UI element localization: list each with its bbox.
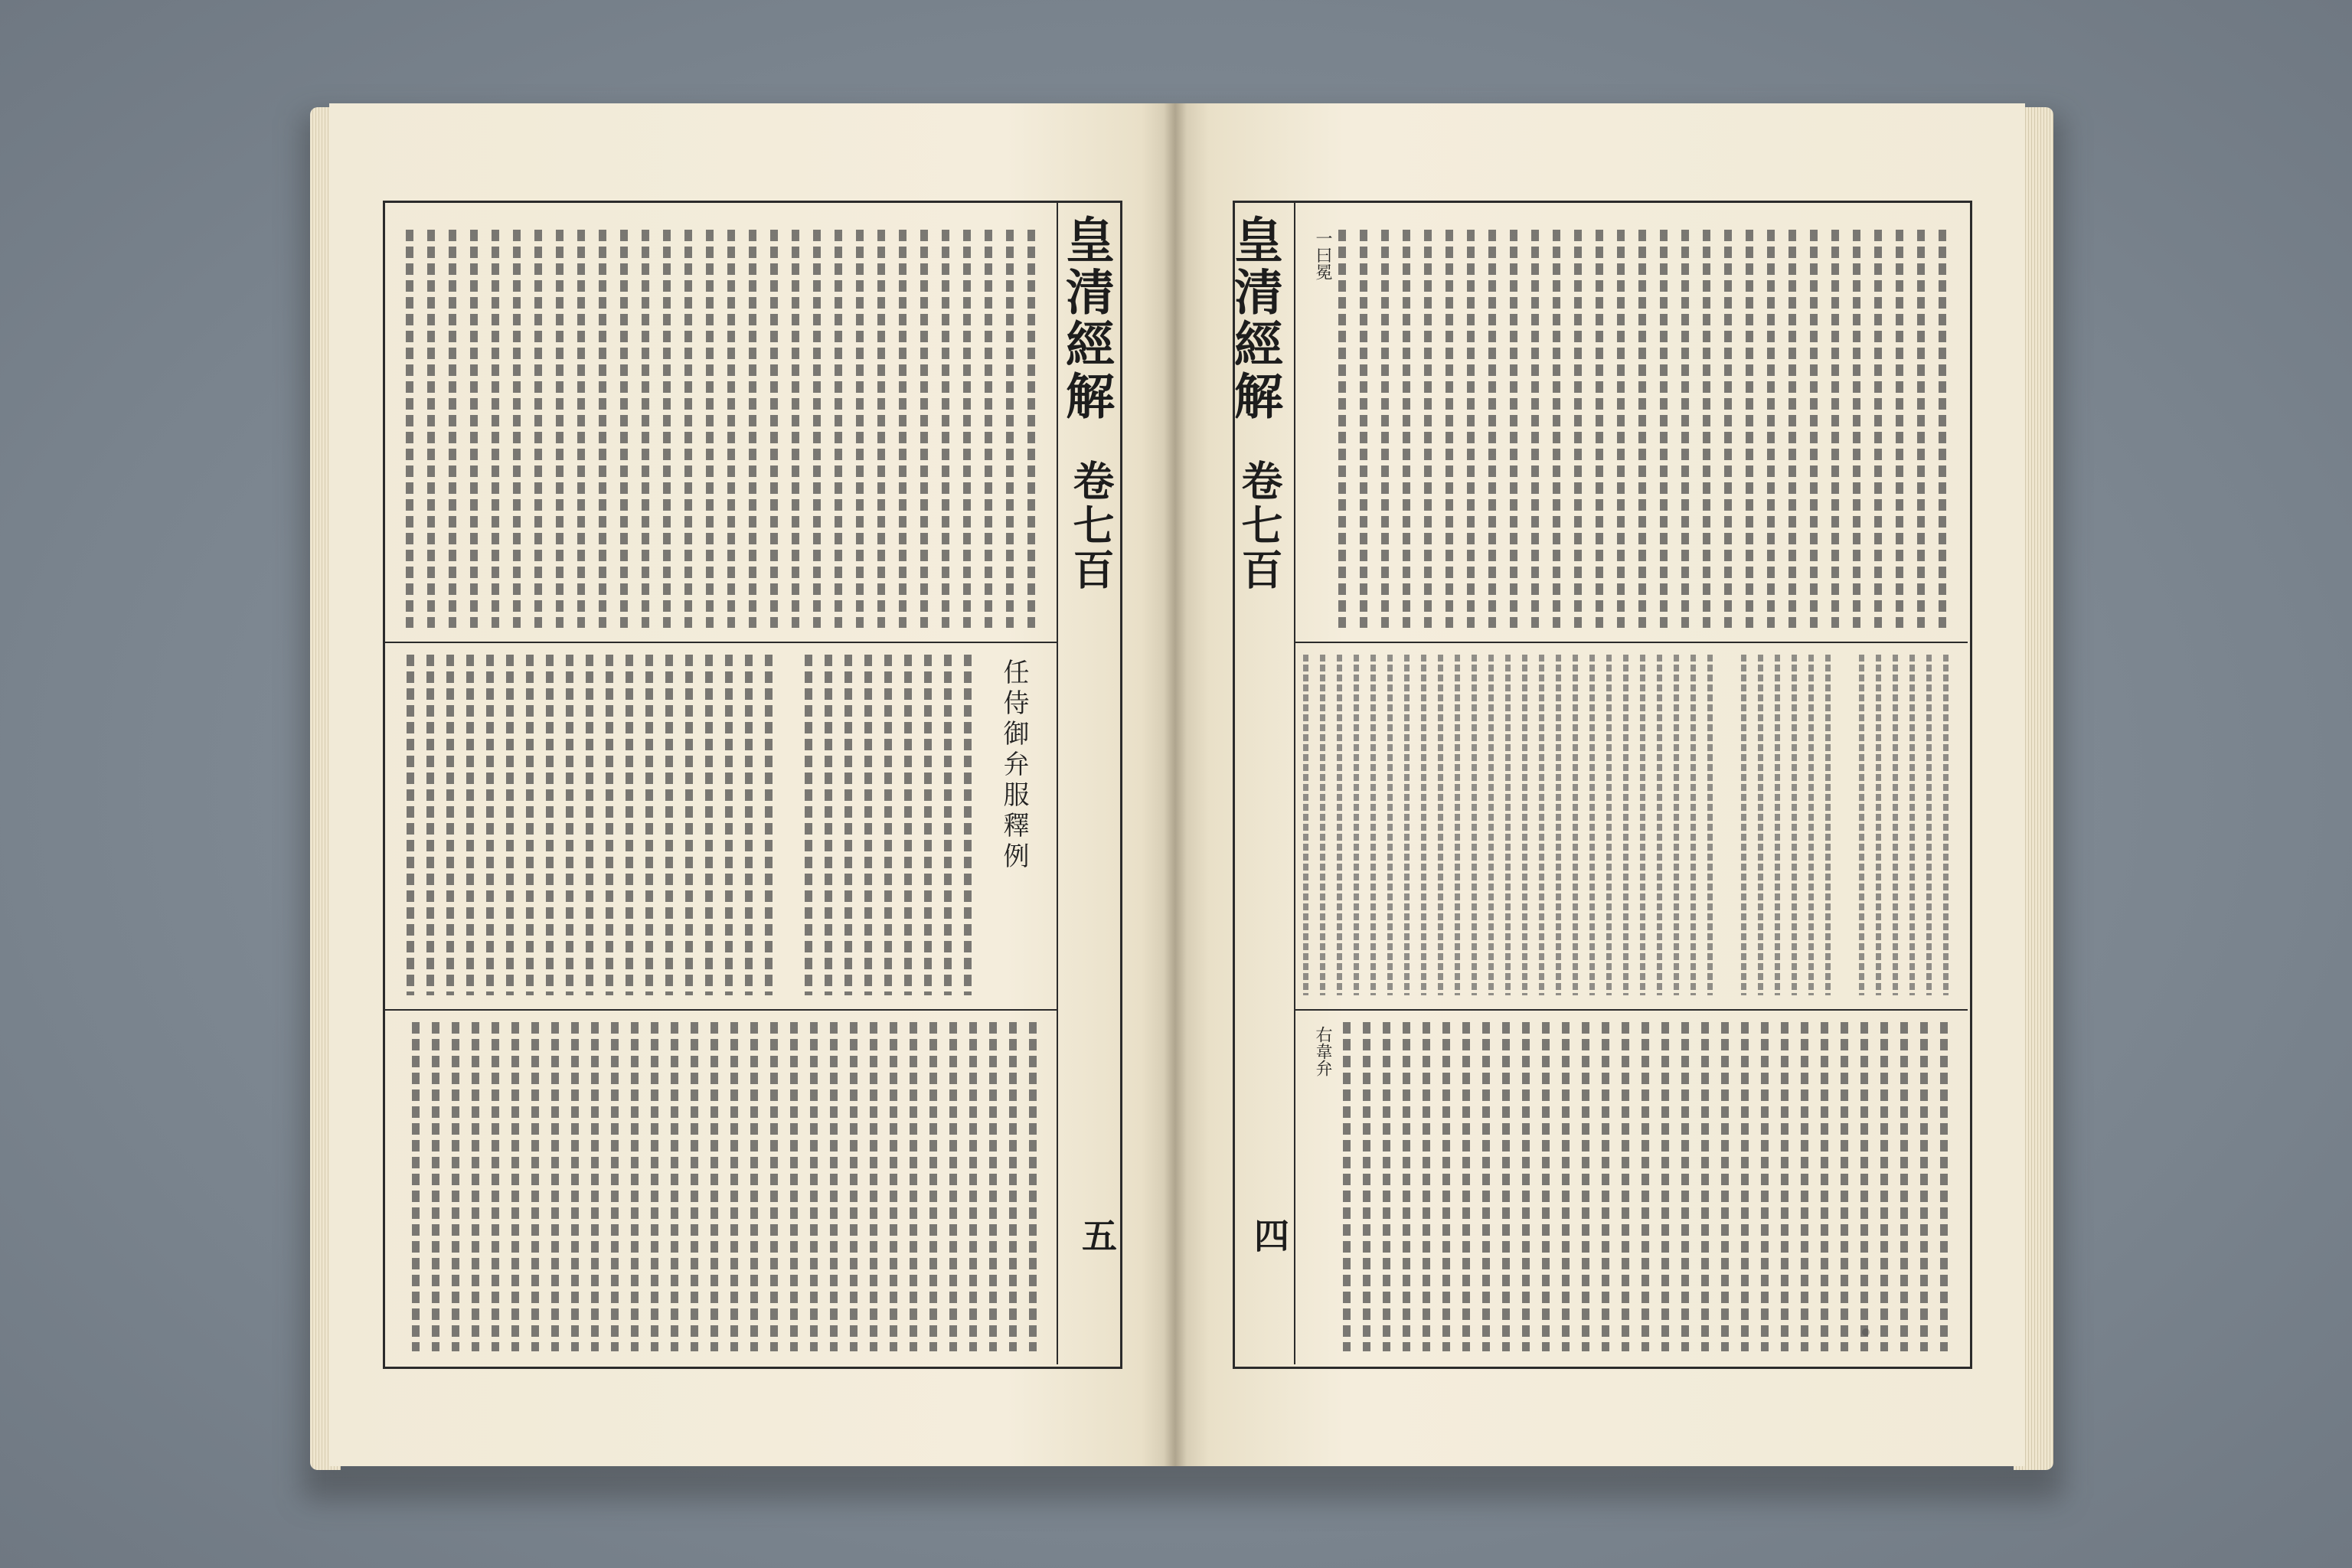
text-column [1522,655,1527,995]
text-column [1442,1022,1450,1351]
text-column [432,1022,439,1351]
text-column [705,655,713,995]
text-column [1926,655,1932,995]
text-column [944,655,952,995]
text-column [1606,655,1612,995]
text-column [1423,1022,1430,1351]
text-column [710,1022,718,1351]
left-page-divider-upper [383,642,1057,643]
text-column [942,230,949,628]
text-column [691,1022,698,1351]
text-column [910,1022,917,1351]
text-column [770,1022,778,1351]
text-column [1455,655,1460,995]
text-column [750,1022,758,1351]
text-column [556,230,564,628]
text-column [1821,1022,1828,1351]
text-column [472,1022,479,1351]
left-page-divider-lower [383,1009,1057,1011]
text-column [546,655,554,995]
text-column [1707,655,1713,995]
text-column [1582,1022,1589,1351]
text-column [1909,655,1915,995]
text-column [1690,655,1696,995]
text-column [427,230,435,628]
text-column [1320,655,1325,995]
text-column [531,1022,539,1351]
text-column [1758,655,1763,995]
text-column [449,230,456,628]
text-column [406,230,413,628]
ink-smudge [1862,1328,1870,1336]
text-column [1674,655,1679,995]
text-column [850,1022,858,1351]
text-column [727,230,735,628]
text-column [1801,1022,1808,1351]
text-column [1403,1022,1410,1351]
right-folio [1244,1217,1295,1253]
text-column [1874,230,1882,628]
text-column [969,1022,977,1351]
text-column [1660,230,1668,628]
text-column [1446,230,1453,628]
text-column [1623,655,1628,995]
text-column [1896,230,1903,628]
text-column [470,230,478,628]
text-column [1841,1022,1848,1351]
text-column [856,230,864,628]
text-column [1808,655,1814,995]
right-page-divider-lower [1294,1009,1968,1011]
text-column [492,230,499,628]
text-column [884,655,892,995]
text-column [1363,1022,1370,1351]
text-column [506,655,514,995]
text-column [1661,1022,1669,1351]
text-column [835,230,842,628]
text-column [651,1022,658,1351]
text-column [1556,655,1561,995]
text-column [890,1022,897,1351]
right-volume-label [1234,459,1289,593]
text-column [513,230,521,628]
text-column [1421,655,1426,995]
text-column [1029,1022,1037,1351]
text-column [1900,1022,1908,1351]
book-gutter [1164,103,1187,1466]
text-column [1788,230,1796,628]
text-column [511,1022,519,1351]
text-column [1893,655,1898,995]
text-column [1775,655,1780,995]
text-column [1746,230,1753,628]
text-column [929,1022,937,1351]
text-column [1781,1022,1788,1351]
right-running-head [1226,214,1289,423]
text-column [765,655,773,995]
right-section-label-1 [1311,230,1334,280]
text-column [805,655,812,995]
left-running-head-text: 皇清經解 [1057,214,1115,423]
text-column [1337,655,1342,995]
text-column [749,230,756,628]
text-column [1940,1022,1948,1351]
text-column [1842,655,1847,995]
text-column [864,655,872,995]
text-column [1657,655,1662,995]
text-column [1741,1022,1749,1351]
right-section-label-1-text: 一曰冕 [1313,230,1332,280]
text-column [870,1022,877,1351]
text-column [1505,655,1511,995]
text-column [877,230,885,628]
text-column [745,655,753,995]
text-column [599,230,606,628]
text-column [492,1022,499,1351]
text-column [792,230,799,628]
text-column [1383,1022,1390,1351]
text-column [526,655,534,995]
text-column [1642,1022,1649,1351]
text-column [1360,230,1367,628]
text-column [1006,230,1014,628]
text-column [1381,230,1389,628]
left-folio-text: 五 [1076,1217,1118,1253]
text-column [1939,230,1946,628]
text-column [825,655,832,995]
text-column [1792,655,1797,995]
right-bottom-text-block [1336,1022,1960,1351]
left-running-head [1057,214,1121,423]
text-column [706,230,714,628]
text-column [631,1022,639,1351]
text-column [1602,1022,1609,1351]
right-folio-text: 四 [1249,1217,1290,1253]
text-column [1724,655,1730,995]
text-column [924,655,932,995]
right-section-label-2-text: 右韋弁 [1313,1026,1332,1076]
text-column [1831,230,1839,628]
text-column [446,655,454,995]
text-column [620,230,628,628]
text-column [1703,230,1710,628]
text-column [1387,655,1393,995]
text-column [1724,230,1732,628]
text-column [1539,655,1544,995]
text-column [904,655,912,995]
text-column [1573,655,1578,995]
text-column [1562,1022,1570,1351]
text-column [1589,655,1595,995]
text-column [1009,1022,1017,1351]
text-column [663,230,671,628]
text-column [1853,230,1860,628]
text-column [1880,1022,1888,1351]
text-column [1943,655,1949,995]
text-column [1617,230,1625,628]
right-top-text-block [1336,230,1960,628]
text-column [1701,1022,1709,1351]
text-column [1472,655,1477,995]
text-column [964,655,972,995]
left-byline [995,658,1033,873]
text-column [486,655,494,995]
text-column [813,230,821,628]
text-column [671,1022,678,1351]
text-column [577,230,585,628]
right-volume-label-text: 卷七百 [1235,459,1284,593]
text-column [1462,1022,1470,1351]
text-column [790,1022,798,1351]
text-column [1640,655,1645,995]
text-column [1370,655,1376,995]
text-column [1825,655,1831,995]
text-column [1424,230,1432,628]
text-column [1681,1022,1689,1351]
text-column [1876,655,1881,995]
text-column [963,230,971,628]
text-column [685,655,693,995]
text-column [1438,655,1443,995]
left-folio [1072,1217,1122,1253]
text-column [566,655,573,995]
text-column [920,230,928,628]
text-column [1596,230,1603,628]
text-column [785,655,792,995]
text-column [730,1022,738,1351]
text-column [412,1022,420,1351]
text-column [1574,230,1582,628]
text-column [1553,230,1560,628]
text-column [611,1022,619,1351]
text-column [606,655,613,995]
text-column [989,1022,997,1351]
text-column [830,1022,838,1351]
text-column [665,655,673,995]
text-column [1482,1022,1490,1351]
text-column [626,655,633,995]
text-column [1488,655,1494,995]
text-column [899,230,906,628]
text-column [810,1022,818,1351]
text-column [1354,655,1359,995]
text-column [1859,655,1864,995]
left-volume-label-text: 卷七百 [1067,459,1116,593]
text-column [1027,230,1035,628]
text-column [1681,230,1689,628]
text-column [1510,230,1517,628]
text-column [1721,1022,1729,1351]
right-section-label-2 [1311,1026,1334,1076]
text-column [1810,230,1818,628]
text-column [645,655,653,995]
text-column [1542,1022,1550,1351]
text-column [1404,655,1410,995]
text-column [1767,230,1775,628]
text-column [684,230,692,628]
text-column [426,655,434,995]
left-byline-text: 任侍御弁服釋例 [998,658,1029,873]
text-column [1920,1022,1928,1351]
right-page-head-rule [1294,201,1295,1364]
right-middle-text-block [1302,655,1960,995]
text-column [949,1022,957,1351]
text-column [586,655,593,995]
text-column [1338,230,1346,628]
text-column [1761,1022,1769,1351]
text-column [1403,230,1410,628]
right-page-divider-upper [1294,642,1968,643]
text-column [642,230,649,628]
text-column [1917,230,1925,628]
text-column [1502,1022,1510,1351]
text-column [725,655,733,995]
text-column [985,230,992,628]
text-column [534,230,542,628]
text-column [1531,230,1539,628]
text-column [1638,230,1646,628]
text-column [407,655,414,995]
text-column [452,1022,459,1351]
text-column [1860,1022,1868,1351]
left-middle-text-block [394,655,984,995]
text-column [1488,230,1496,628]
text-column [1303,655,1308,995]
text-column [1467,230,1475,628]
text-column [1343,1022,1351,1351]
text-column [1622,1022,1629,1351]
left-volume-label [1066,459,1121,593]
text-column [1741,655,1746,995]
text-column [1522,1022,1530,1351]
right-running-head-text: 皇清經解 [1226,214,1283,423]
text-column [551,1022,559,1351]
text-column [591,1022,599,1351]
left-bottom-text-block [394,1022,1049,1351]
text-column [466,655,474,995]
text-column [571,1022,579,1351]
text-column [844,655,852,995]
left-top-text-block [394,230,1049,628]
text-column [770,230,778,628]
